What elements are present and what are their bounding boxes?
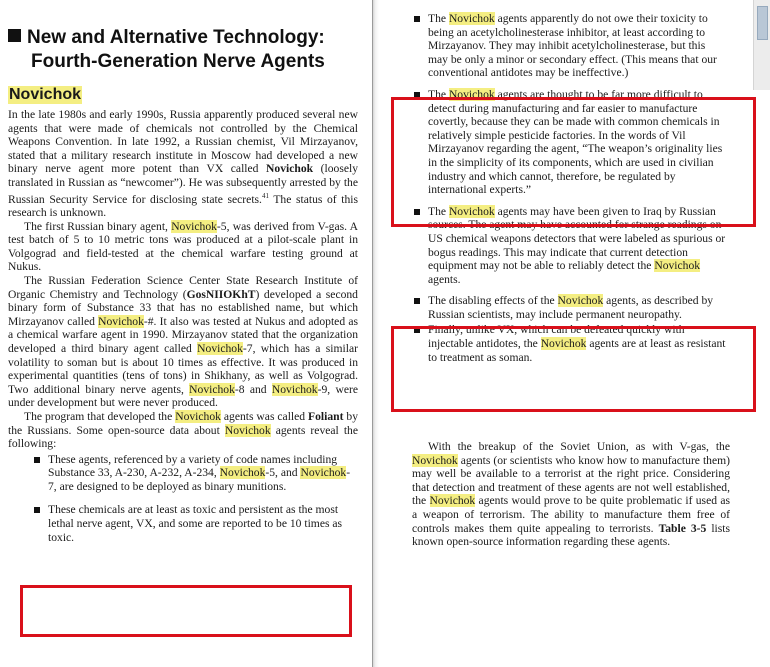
- left-body-text: [8, 108, 358, 544]
- bullet-list: [30, 453, 358, 545]
- heading-line-2: Fourth-Generation Nerve Agents: [31, 51, 325, 72]
- list-item: The Novichok agents apparently do not owe their toxicity to being an acetylcholinesterase inhibitor, at least according to Mirzayanov. They may inhibit acetylcholinesterase, but this may be only a minor or secondary effect. (This means that our conventional antidotes may be ineffective.): [410, 12, 726, 80]
- scrollbar[interactable]: [753, 0, 770, 90]
- right-page: [378, 0, 770, 667]
- list-item: The disabling effects of the Novichok agents, as described by Russian scientists, may include permanent neuropathy.: [410, 294, 726, 321]
- bold-term: Novichok: [266, 162, 314, 176]
- highlighted-term: Novichok: [412, 453, 458, 467]
- heading-square-icon: [8, 29, 21, 42]
- list-item: Finally, unlike VX, which can be defeated quickly with injectable antidotes, the Novichok agents are at least as resistant to treatment as soman.: [410, 323, 726, 364]
- closing-paragraph: [412, 440, 730, 549]
- highlighted-term: Novichok: [429, 494, 476, 508]
- annotation-box: [20, 585, 352, 637]
- paragraph: The Russian Federation Science Center State Research Institute of Organic Chemistry and Technology (GosNIIOKhT) developed a second binary form of Substance 33 that has no established name, but which Mirzayanov called Novichok-#. It also was tested at Nukus and adopted as a chemical warfare agent in 1990. Mirzayanov stated that the organization developed a third binary agent called Novichok-7, which has a similar volatility to soman but is about 10 times as effective. It was produced in experimental quantities (tens of tons) in Shikhany, as well as Volgograd. Two additional binary nerve agents, Novichok-8 and Novichok-9, were under development but were never produced.: [8, 273, 358, 410]
- bold-term: Foliant: [308, 409, 344, 423]
- highlighted-term: Novichok: [300, 466, 347, 480]
- highlighted-term: Novichok: [219, 466, 266, 480]
- highlighted-term: Novichok: [197, 341, 243, 355]
- section-heading: [8, 26, 338, 74]
- left-page: [0, 0, 372, 667]
- paragraph: With the breakup of the Soviet Union, as with V-gas, the Novichok agents (or scientists who know how to manufacture them) may well be available to a terrorist at the right price. Considering that detection and treatment of these agents are not well established, the Novichok agents would prove to be quite problematic if used as a weapon of terrorism. The ability to manufacture them free of controls makes them quite appealing to terrorists. Table 3-5 lists known open-source information regarding these agents.: [412, 440, 731, 549]
- list-item: The Novichok agents may have been given to Iraq by Russian sources. The agent may have accounted for strange readings on US chemical weapons detectors that were labeled as spurious or bogus readings. This may indicate that current detection equipment may not be able to reliably detect the Novichok agents.: [410, 205, 726, 287]
- highlighted-term: Novichok: [448, 87, 495, 101]
- highlighted-term: Novichok: [271, 382, 318, 396]
- bold-term: GosNIIOKhT: [186, 287, 256, 301]
- highlighted-term: Novichok: [171, 219, 217, 233]
- novichok-subheading: Novichok: [9, 86, 82, 103]
- annotation-box: [391, 97, 756, 227]
- highlighted-term: Novichok: [540, 337, 587, 351]
- highlighted-term: Novichok: [98, 314, 144, 328]
- list-item: The Novichok agents are thought to be far more difficult to detect during manufacturing and far easier to manufacture covertly, because they can be made with common chemicals in relatively simple pesticide factories. In the words of Vil Mirzayanov regarding the agent, “The weapon’s originality lies in the simplicity of its components, which are used in civilian industry and which cannot, therefore, be regulated by international experts.”: [410, 88, 726, 197]
- list-item: These chemicals are at least as toxic and persistent as the most lethal nerve agent, VX, and some are reported to be 10 times as toxic.: [30, 503, 358, 544]
- paragraph: In the late 1980s and early 1990s, Russia apparently produced several new agents that were made of chemicals not controlled by the Chemical Weapons Convention. In late 1992, a Russian chemist, Vil Mirzayanov, stated that a military research institute in Moscow had developed a new binary nerve agent more potent than VX called Novichok (loosely translated in Russian as “newcomer”). He was subsequently arrested by the Russian Security Service for disclosing state secrets.$^{41}$ The status of this research is unknown.: [8, 108, 359, 220]
- highlighted-term: Novichok: [224, 423, 271, 437]
- bold-term: Table 3-5: [658, 521, 707, 535]
- paragraph: The first Russian binary agent, Novichok-5, was derived from V-gas. A test batch of 5 to 10 metric tons was produced at a pilot-scale plant in Volgograd and field-tested at the chemical warfare testing ground at Nukus.: [8, 219, 358, 274]
- list-item: These agents, referenced by a variety of code names including Substance 33, A-230, A-232, A-234, Novichok-5, and Novichok-7, are designed to be deployed as binary munitions.: [30, 453, 358, 494]
- annotation-box: [391, 326, 756, 412]
- highlighted-term: Novichok: [189, 382, 235, 396]
- scrollbar-thumb[interactable]: [757, 6, 768, 40]
- highlighted-term: Novichok: [448, 204, 495, 218]
- paragraph: The program that developed the Novichok agents was called Foliant by the Russians. Some open-source data about Novichok agents reveal the following:: [8, 409, 359, 451]
- footnote-ref: 41: [261, 191, 269, 200]
- highlighted-term: Novichok: [448, 12, 495, 25]
- heading-line-1: New and Alternative Technology:: [27, 27, 325, 48]
- highlighted-term: Novichok: [557, 294, 604, 308]
- highlighted-term: Novichok: [654, 259, 701, 273]
- highlighted-term: Novichok: [175, 409, 221, 423]
